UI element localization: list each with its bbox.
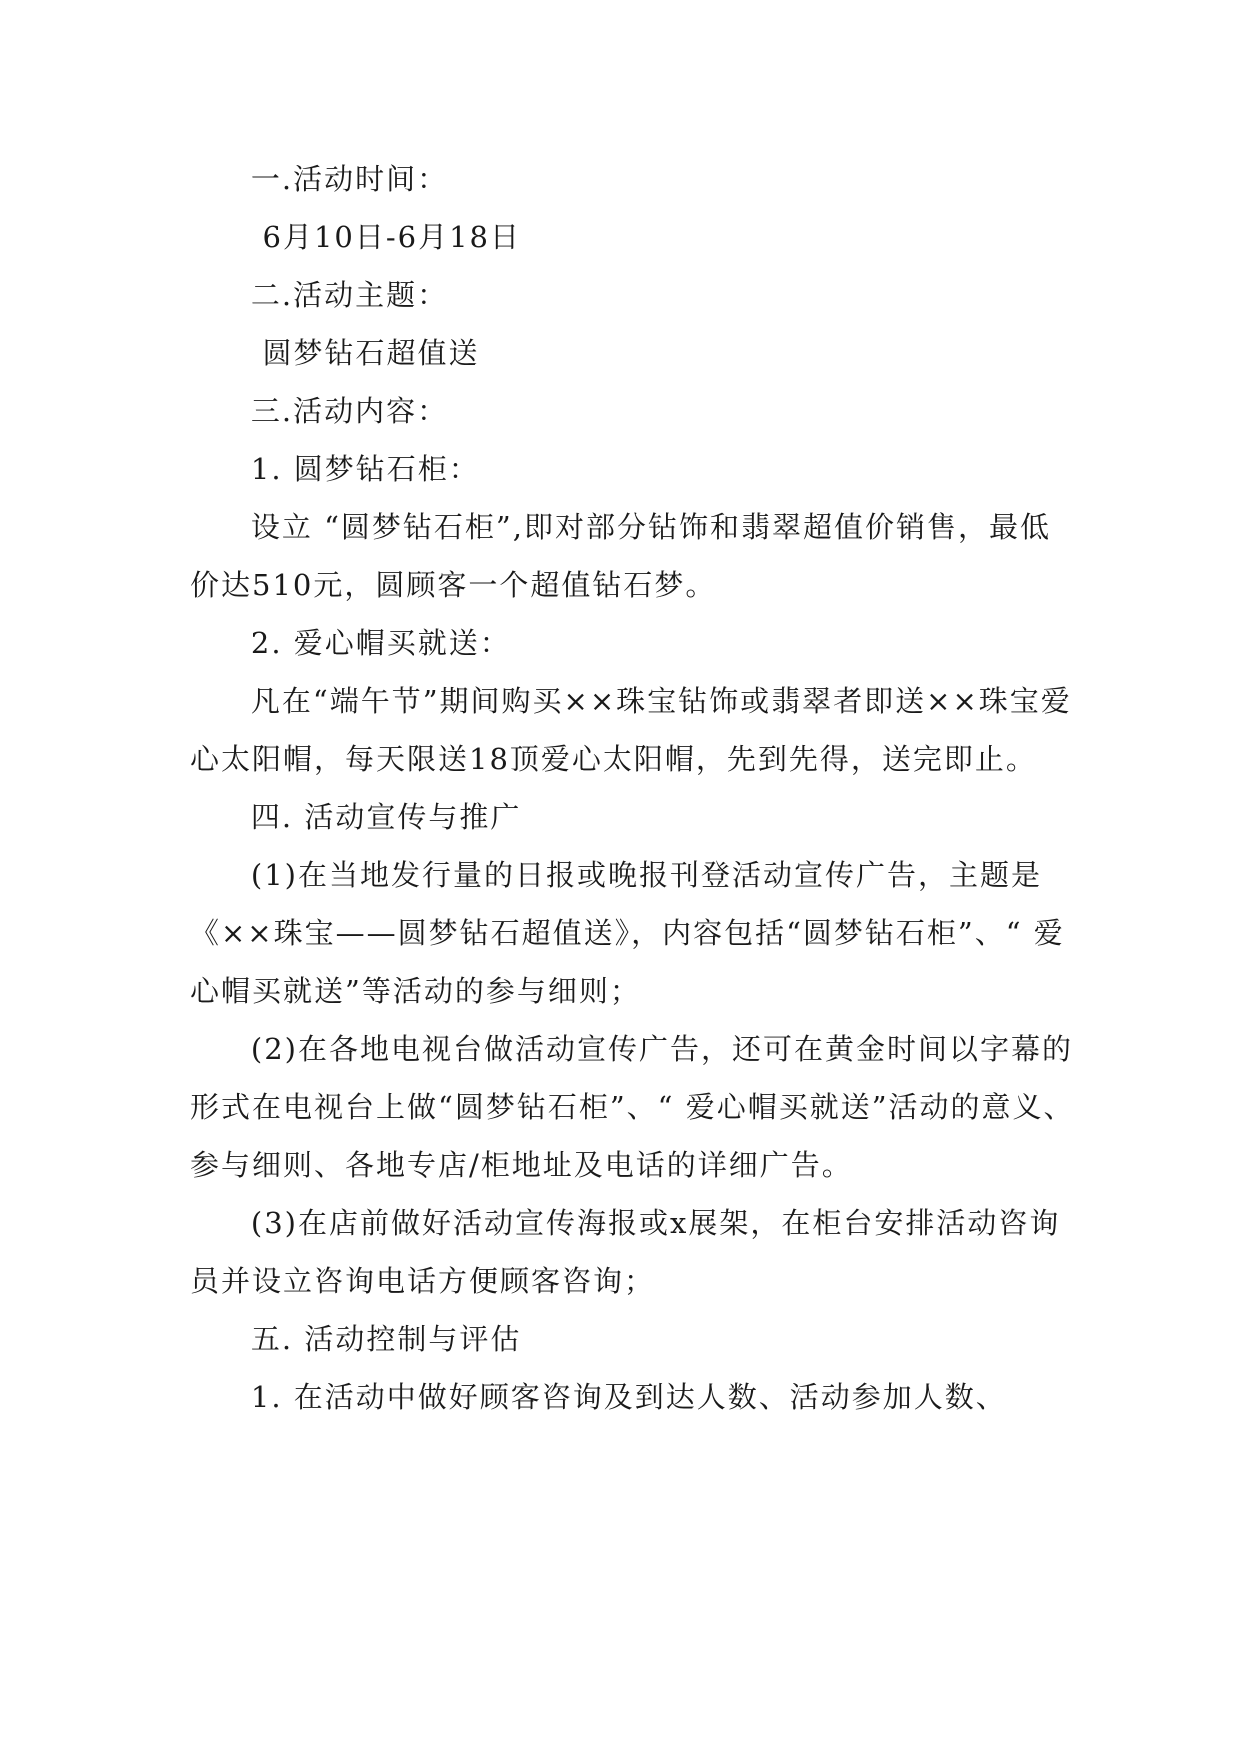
promotion-item-1: (1)在当地发行量的日报或晚报刊登活动宣传广告，主题是《××珠宝——圆梦钻石超值送》，内容包括“圆梦钻石柜”、“ 爱心帽买就送”等活动的参与细则； (190, 858, 1065, 1008)
section-heading-control: 五. 活动控制与评估 (250, 1322, 522, 1356)
section-heading-promotion: 四. 活动宣传与推广 (250, 800, 522, 834)
document-body (190, 150, 1080, 1426)
section-heading-theme: 二.活动主题： (250, 278, 449, 312)
item-heading-love-hat: 2. 爱心帽买就送： (250, 626, 511, 660)
activity-dates: 6月10日-6月18日 (262, 220, 522, 254)
item-body-love-hat: 凡在“端午节”期间购买××珠宝钻饰或翡翠者即送××珠宝爱心太阳帽，每天限送18顶爱心太阳帽，先到先得，送完即止。 (190, 684, 1072, 776)
promotion-item-3: (3)在店前做好活动宣传海报或x展架，在柜台安排活动咨询员并设立咨询电话方便顾客咨询； (190, 1206, 1061, 1298)
section-heading-content: 三.活动内容： (250, 394, 449, 428)
activity-theme: 圆梦钻石超值送 (262, 336, 480, 370)
promotion-item-2: (2)在各地电视台做活动宣传广告，还可在黄金时间以字幕的形式在电视台上做“圆梦钻石柜”、“ 爱心帽买就送”活动的意义、参与细则、各地专店/柜地址及电话的详细广告。 (190, 1032, 1075, 1182)
item-body-diamond-cabinet: 设立 “圆梦钻石柜”,即对部分钻饰和翡翠超值价销售，最低价达510元，圆顾客一个超值钻石梦。 (190, 510, 1051, 602)
section-heading-time: 一.活动时间： (250, 162, 449, 196)
control-item-1: 1. 在活动中做好顾客咨询及到达人数、活动参加人数、 (250, 1380, 1007, 1414)
item-heading-diamond-cabinet: 1. 圆梦钻石柜： (250, 452, 480, 486)
